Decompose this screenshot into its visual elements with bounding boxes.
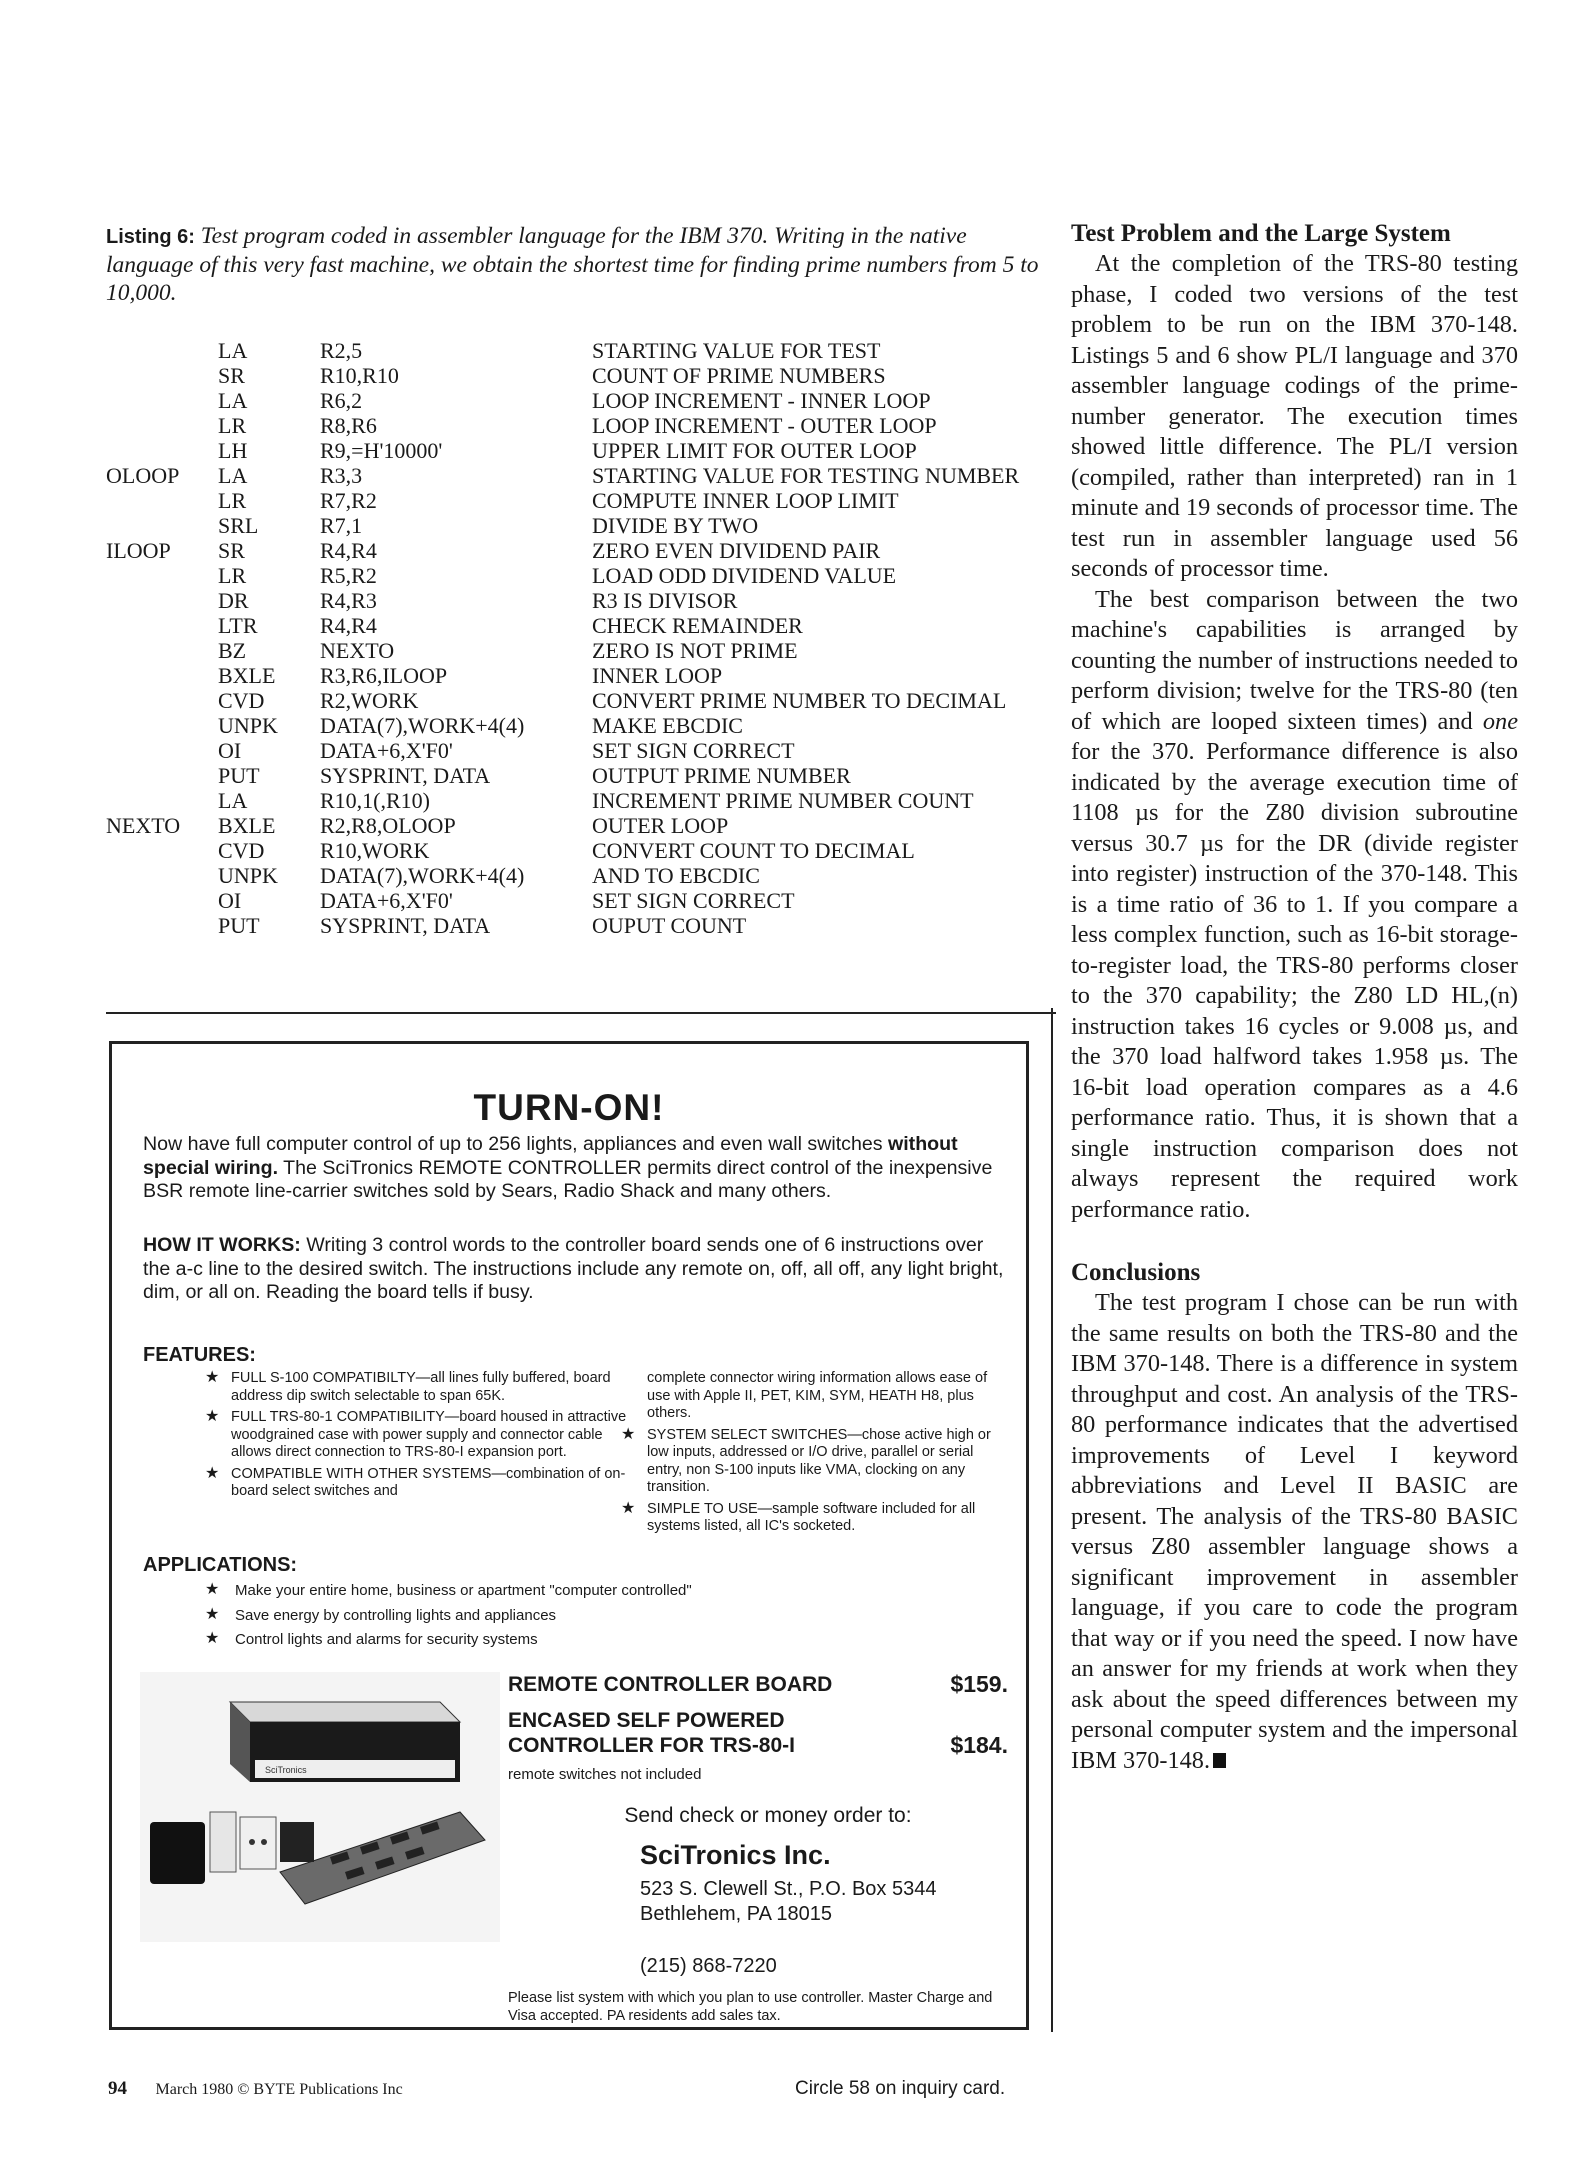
code-comment: CHECK REMAINDER <box>592 613 803 638</box>
code-comment: INNER LOOP <box>592 663 723 688</box>
code-label <box>106 588 218 613</box>
code-comment: ZERO IS NOT PRIME <box>592 638 798 663</box>
code-line <box>106 788 1066 813</box>
lamp-module <box>240 1817 276 1869</box>
listing-label: Listing 6: <box>106 226 195 248</box>
code-line <box>106 913 1066 938</box>
star-bullet-icon: ★ <box>205 1464 220 1482</box>
ad-intro <box>143 1133 1007 1204</box>
listing-caption-text: Test program coded in assembler language for the IBM 370. Writing in the native language of this very fast machine, we obtain the shortest time for finding prime numbers from 5 to 10,000. <box>106 223 1039 306</box>
code-opcode: UNPK <box>218 713 278 738</box>
star-bullet-icon: ★ <box>621 1425 636 1443</box>
code-label <box>106 763 218 788</box>
page-footer <box>108 2078 403 2100</box>
code-comment: LOAD ODD DIVIDEND VALUE <box>592 563 897 588</box>
code-opcode: BXLE <box>218 663 276 688</box>
code-label <box>106 688 218 713</box>
code-label <box>106 613 218 638</box>
code-label <box>106 488 218 513</box>
code-operands: R4,R4 <box>320 613 377 638</box>
code-line <box>106 838 1066 863</box>
code-line <box>106 663 1066 688</box>
code-label <box>106 388 218 413</box>
code-label <box>106 738 218 763</box>
ad-intro-part2: The SciTronics REMOTE CONTROLLER permits direct control of the inexpensive BSR remote line-carrier switches sold by Sears, Radio Shack and many others. <box>143 1156 993 1202</box>
code-comment: DIVIDE BY TWO <box>592 513 759 538</box>
code-comment: OUTPUT PRIME NUMBER <box>592 763 851 788</box>
code-operands: DATA(7),WORK+4(4) <box>320 863 525 888</box>
code-comment: UPPER LIMIT FOR OUTER LOOP <box>592 438 917 463</box>
code-line <box>106 363 1066 388</box>
code-opcode: CVD <box>218 838 265 863</box>
application-item: ★ Control lights and alarms for security systems <box>199 1628 959 1653</box>
application-item: ★ Make your entire home, business or apartment "computer controlled" <box>199 1579 959 1604</box>
code-line <box>106 463 1066 488</box>
features-heading: FEATURES: <box>143 1344 256 1366</box>
star-bullet-icon: ★ <box>205 1605 220 1623</box>
code-operands: DATA+6,X'F0' <box>320 888 453 913</box>
star-bullet-icon: ★ <box>205 1630 220 1647</box>
code-opcode: LR <box>218 563 247 588</box>
code-label <box>106 713 218 738</box>
code-opcode: LR <box>218 413 247 438</box>
code-opcode: PUT <box>218 913 260 938</box>
star-bullet-icon: ★ <box>205 1369 220 1386</box>
ad-fine-print: Please list system with which you plan to use controller. Master Charge and Visa accepted. PA residents add sales tax. <box>508 1990 993 2024</box>
company-phone: (215) 868-7220 <box>640 1955 777 1977</box>
code-operands: R4,R3 <box>320 588 377 613</box>
article-paragraph: The test program I chose can be run with the same results on both the TRS-80 and the IBM 370-148. There is a difference in system throughput and cost. An analysis of the TRS-80 performance indicates that the advertised improvements of Level I keyword abbreviations and Level II BASIC are present. The analysis of the TRS-80 BASIC versus Z80 assembler language shows a significant improvement in assembler language, if you care to code the program that way or if you need the speed. I now have an answer for my friends at work when they ask about the speed differences between my personal computer system and the impersonal IBM 370-148. <box>1071 1289 1518 1774</box>
code-operands: DATA(7),WORK+4(4) <box>320 713 525 738</box>
code-comment: COMPUTE INNER LOOP LIMIT <box>592 488 899 513</box>
code-label <box>106 638 218 663</box>
code-comment: STARTING VALUE FOR TESTING NUMBER <box>592 463 1020 488</box>
code-line <box>106 438 1066 463</box>
code-line <box>106 688 1066 713</box>
photo-brand-label: SciTronics <box>265 1765 307 1775</box>
price-row-encased <box>508 1708 1018 1758</box>
column-divider <box>1051 1008 1053 2032</box>
code-comment: LOOP INCREMENT - INNER LOOP <box>592 388 931 413</box>
horizontal-rule <box>106 1012 1056 1014</box>
code-comment: AND TO EBCDIC <box>592 863 760 888</box>
ad-intro-emphasis: without special wiring. <box>143 1133 958 1179</box>
code-label <box>106 838 218 863</box>
code-operands: R8,R6 <box>320 413 377 438</box>
code-comment: ZERO EVEN DIVIDEND PAIR <box>592 538 881 563</box>
code-operands: R3,3 <box>320 463 363 488</box>
feature-item: ★ SIMPLE TO USE—sample software included for all systems listed, all IC's socketed. <box>621 1499 976 1534</box>
feature-continuation: complete connector wiring information allows ease of use with Apple II, PET, KIM, SYM, HEATH H8, plus others. <box>647 1370 988 1421</box>
code-comment: INCREMENT PRIME NUMBER COUNT <box>592 788 974 813</box>
code-opcode: LH <box>218 438 248 463</box>
code-operands: R7,1 <box>320 513 363 538</box>
features-left-column <box>199 1370 637 1505</box>
code-comment: MAKE EBCDIC <box>592 713 743 738</box>
code-label <box>106 913 218 938</box>
address-line2: Bethlehem, PA 18015 <box>640 1903 832 1925</box>
code-operands: R2,5 <box>320 338 363 363</box>
code-opcode: UNPK <box>218 863 278 888</box>
code-operands: R10,WORK <box>320 838 430 863</box>
code-line <box>106 813 1066 838</box>
how-text: Writing 3 control words to the controller board sends one of 6 instructions over the a-c line to the desired switch. The instructions include any remote on, off, all off, any light bright, dim, or all on. Reading the board tells if busy. <box>143 1234 1004 1303</box>
code-operands: R10,R10 <box>320 363 399 388</box>
product-encased-price: $184. <box>950 1732 1008 1758</box>
code-opcode: LA <box>218 338 248 363</box>
code-operands: SYSPRINT, DATA <box>320 913 491 938</box>
end-mark-icon <box>1213 1753 1226 1768</box>
code-label <box>106 363 218 388</box>
code-line <box>106 488 1066 513</box>
feature-item: ★ SYSTEM SELECT SWITCHES—chose active high or low inputs, addressed or I/O drive, parallel or serial entry, non S-100 inputs like VMA, clocking on any transition. <box>621 1425 991 1495</box>
code-line <box>106 888 1066 913</box>
code-line <box>106 388 1066 413</box>
product-board-name: REMOTE CONTROLLER BOARD <box>508 1673 833 1696</box>
code-line <box>106 563 1066 588</box>
code-label <box>106 888 218 913</box>
code-line <box>106 338 1066 363</box>
company-address <box>640 1877 936 1927</box>
code-label: NEXTO <box>106 813 181 838</box>
code-line <box>106 638 1066 663</box>
code-comment: CONVERT COUNT TO DECIMAL <box>592 838 915 863</box>
features-right-column <box>615 1370 1009 1540</box>
application-item: ★ Save energy by controlling lights and appliances <box>199 1604 959 1629</box>
code-line <box>106 763 1066 788</box>
code-comment: OUPUT COUNT <box>592 913 747 938</box>
code-label <box>106 513 218 538</box>
section-heading: Conclusions <box>1071 1259 1201 1286</box>
star-bullet-icon: ★ <box>621 1499 636 1517</box>
code-operands: SYSPRINT, DATA <box>320 763 491 788</box>
code-operands: R2,R8,OLOOP <box>320 813 456 838</box>
code-opcode: LA <box>218 463 248 488</box>
ad-how-it-works <box>143 1234 1007 1305</box>
code-opcode: SRL <box>218 513 259 538</box>
company-name: SciTronics Inc. <box>640 1840 831 1870</box>
feature-item: ★ FULL S-100 COMPATIBILTY—all lines fully buffered, board address dip switch selectable to span 65K. <box>205 1369 611 1404</box>
send-instruction: Send check or money order to: <box>624 1804 912 1827</box>
code-comment: R3 IS DIVISOR <box>592 588 738 613</box>
code-operands: R7,R2 <box>320 488 377 513</box>
code-operands: R6,2 <box>320 388 363 413</box>
code-operands: R3,R6,ILOOP <box>320 663 448 688</box>
ad-title: TURN-ON! <box>473 1087 665 1128</box>
code-opcode: LTR <box>218 613 258 638</box>
code-label <box>106 338 218 363</box>
code-comment: CONVERT PRIME NUMBER TO DECIMAL <box>592 688 1007 713</box>
star-bullet-icon: ★ <box>205 1581 220 1598</box>
appliance-module <box>280 1822 314 1862</box>
code-opcode: BXLE <box>218 813 276 838</box>
code-comment: SET SIGN CORRECT <box>592 888 795 913</box>
code-operands: R5,R2 <box>320 563 377 588</box>
assembler-listing <box>106 338 1066 938</box>
how-label: HOW IT WORKS: <box>143 1234 301 1256</box>
address-line1: 523 S. Clewell St., P.O. Box 5344 <box>640 1878 937 1900</box>
code-operands: R9,=H'10000' <box>320 438 443 463</box>
section-heading: Test Problem and the Large System <box>1071 220 1451 247</box>
code-comment: OUTER LOOP <box>592 813 729 838</box>
ad-intro-part1: Now have full computer control of up to 256 lights, appliances and even wall switches <box>143 1133 888 1155</box>
code-opcode: LA <box>218 788 248 813</box>
code-label <box>106 663 218 688</box>
wall-switch <box>210 1812 236 1872</box>
remote-note: remote switches not included <box>508 1766 702 1783</box>
scitronics-advertisement <box>109 1041 1029 2030</box>
code-opcode: LR <box>218 488 247 513</box>
code-line <box>106 588 1066 613</box>
product-encased-name: ENCASED SELF POWERED CONTROLLER FOR TRS-80-I <box>508 1709 795 1757</box>
code-operands: NEXTO <box>320 638 395 663</box>
code-line <box>106 713 1066 738</box>
applications-list <box>199 1579 959 1653</box>
code-opcode: SR <box>218 538 245 563</box>
applications-heading: APPLICATIONS: <box>143 1554 298 1576</box>
code-opcode: OI <box>218 738 242 763</box>
listing-caption <box>106 222 1041 307</box>
article-paragraph: The best comparison between the two machine's capabilities is arranged by counting the number of instructions needed to perform division; twelve for the TRS-80 (ten of which are looped sixteen times) and one for the 370. Performance difference is also indicated by the average execution time of 1108 µs for the Z80 division subroutine versus 30.7 µs for the DR (divide register into register) instruction of the 370-148. This is a time ratio of 36 to 1. If you compare a less complex function, such as 16-bit storage-to-register load, the TRS-80 performs closer to the 370 capability; the Z80 LD HL,(n) instruction takes 16 cycles or 9.008 µs, and the 370 load halfword takes 1.958 µs. The 16-bit load operation compares as a 4.6 performance ratio. Thus, it is shown that a single instruction comparison does not always represent the required work performance ratio. <box>1071 585 1518 1223</box>
code-comment: SET SIGN CORRECT <box>592 738 795 763</box>
code-comment: COUNT OF PRIME NUMBERS <box>592 363 886 388</box>
price-row-board <box>508 1672 1018 1697</box>
article-column <box>1071 219 1518 1776</box>
bsr-module <box>150 1822 205 1884</box>
code-label <box>106 413 218 438</box>
product-photo <box>140 1672 500 1942</box>
code-opcode: PUT <box>218 763 260 788</box>
article-paragraph: At the completion of the TRS-80 testing phase, I coded two versions of the test problem to be run on the IBM 370-148. Listings 5 and 6 show PL/I language and 370 assembler language codings of the prime-number generator. The execution times showed little difference. The PL/I version (compiled, rather than interpreted) ran in 1 minute and 19 seconds of processor time. The test run in assembler language used 56 seconds of processor time. <box>1071 250 1518 582</box>
product-board-price: $159. <box>950 1671 1008 1697</box>
publication-credit: March 1980 © BYTE Publications Inc <box>155 2081 403 2098</box>
code-label <box>106 788 218 813</box>
code-opcode: DR <box>218 588 249 613</box>
code-operands: DATA+6,X'F0' <box>320 738 453 763</box>
inquiry-note: Circle 58 on inquiry card. <box>795 2078 1006 2099</box>
code-comment: LOOP INCREMENT - OUTER LOOP <box>592 413 937 438</box>
code-label <box>106 563 218 588</box>
code-opcode: CVD <box>218 688 265 713</box>
code-operands: R2,WORK <box>320 688 419 713</box>
star-bullet-icon: ★ <box>205 1408 220 1425</box>
page-number: 94 <box>108 2078 127 2099</box>
code-label: ILOOP <box>106 538 171 563</box>
code-opcode: SR <box>218 363 245 388</box>
code-opcode: OI <box>218 888 242 913</box>
code-opcode: LA <box>218 388 248 413</box>
code-label: OLOOP <box>106 463 180 488</box>
code-line <box>106 513 1066 538</box>
code-line <box>106 538 1066 563</box>
code-label <box>106 863 218 888</box>
code-line <box>106 413 1066 438</box>
code-operands: R4,R4 <box>320 538 377 563</box>
feature-item: ★ FULL TRS-80-1 COMPATIBILITY—board housed in attractive woodgrained case with power supply and connector cable allows direct connection to TRS-80-I expansion port. <box>205 1408 627 1460</box>
code-opcode: BZ <box>218 638 247 663</box>
feature-item: ★ COMPATIBLE WITH OTHER SYSTEMS—combination of on-board select switches and <box>205 1464 626 1499</box>
code-operands: R10,1(,R10) <box>320 788 430 813</box>
code-line <box>106 613 1066 638</box>
code-line <box>106 863 1066 888</box>
code-line <box>106 738 1066 763</box>
code-label <box>106 438 218 463</box>
code-comment: STARTING VALUE FOR TEST <box>592 338 881 363</box>
